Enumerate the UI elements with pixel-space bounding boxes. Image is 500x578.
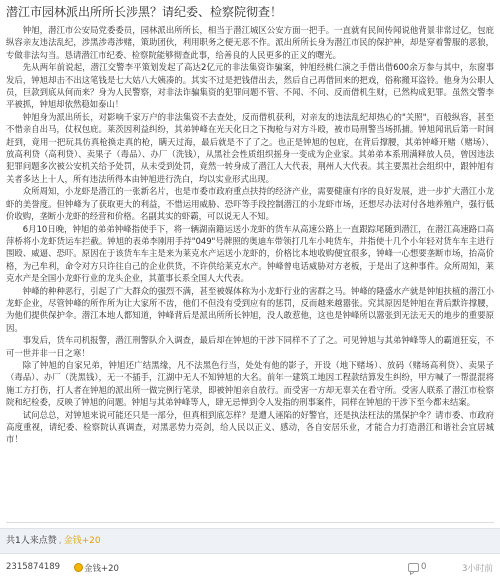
post-paragraph: 钟峰的种种恶行，引起了广大群众的强烈不满，甚至被媒体称为小龙虾行业的害群之马。钟峰的隆盛水产就是钟旭扶植的潜江小龙虾企业，尽管钟峰的所作所为让大家所不齿，他们不但没有受到应有的惩罚，反而越来越嚣张。究其原因是钟旭在背后默许撑腰，为他们提供保护伞。潜江本地人都知道，钟峰背后是派出所所长钟旭，没人敢惹他，这也是钟峰所以嚣张到无法无天的地步的重要原因。 (6, 285, 494, 333)
post-paragraph: 先从两年前说起，潜江交警李平策划发起了高达2亿元的非法集资诈骗案，钟旭经桃仁演之手借出借600余万参与其中，东窗事发后，钟旭却击不出这笔钱是七大姑八大姨凑的。其实不过是把钱借出去，然后自己再借回来的把戏，俗称搬耳盗铃。他身为公职人员，巨款到底从何而来？身为人民警察，对非法诈骗集资的犯罪问题不管、不闻、不问、反而借机生财，已然构成犯罪。虽然交警李平被抓，钟旭却依然稳如泰山！ (6, 62, 494, 110)
reply-count: 0 (421, 562, 427, 572)
reply-icon[interactable] (408, 563, 419, 572)
post-paragraph: 6月10日晚，钟旭的弟弟钟峰指使手下，将一辆湖南籍运送小龙虾的货车从高速公路上一直跟踪尾随到潜江，在潜江高速路口高萍桥将小龙虾货运车拦截。钟旭的表弟李刚用手持"049"号牌照的奥迪车带领打几车小吨货车，并指使十几个小年轻对货车车主进行围殴、威逼、恐吓。原因在于该货车车主是来为莱克水产运送小龙虾的，价格比本地收购便宜很多，钟峰一心想要垄断市场，抬高价格，为己牟利，命令对方只许往自己的企业供货，不许供给莱克水产。钟峰曾电话威胁对方老板，于是出了这种事件。众所周知，莱克水产是全国小龙虾行业的龙头企业，其董事长系全国人大代表。 (6, 223, 494, 284)
gold-reward-text: 金钱+20 (63, 536, 101, 546)
comment-row (0, 560, 500, 576)
gold-label: 金钱 (84, 564, 102, 574)
gold-value: +20 (101, 564, 119, 574)
post-paragraph: 除了钟旭的自家兄弟，钟旭还广结黑缘，凡不法黑色行当，处处有他的影子，开设（地下赌场）、放码（赌场高利贷）、卖果子（毒品）、办厂（洗黑钱），无一不插手，江湖中无人不知钟旭的大名。前年一建筑工地因工程款结算发生纠纷，甲方喊了一帮混混将施工方打伤，打人者在钟旭的派出所一做完例行笔录，即被钟旭亲自放行。而受害一方却无辜关在看守所。受害人联系了潜江市检察院和纪检委，反映了钟旭的问题。钟旭与其弟钟峰等人，肆无忌惮到令人发指的刑事案件，同样在钟旭的干涉下至今都未结案。 (6, 359, 494, 408)
post-paragraph: 钟旭身为派出所长，对影响千家万户的非法集资不去查处，反而借机获利，对亲友的违法乱纪却热心的"关照"，百般纵容，甚至不惜亲自出马，仗权包庇。莱茨因利益纠纷，其弟钟峰在光天化日之下掏枪与对方斗殴，被市局刑警当场抓捕。钟旭闻讯后第一时间赶到，竟用一把玩具仿真枪换走真的枪，瞒天过海，最后就是不了了之。也正是钟旭的包庇，在背后撑腰，其弟钟峰开赌（赌场）、放高利贷（高利贷）、卖果子（毒品）、办厂（洗钱），从黑社会性质组织摇身一变成为企业家。其弟弟本系刑满释放人员，曾因违法犯罪问题多次被公安机关给予处罚，从未受到处罚，竟然一转身成了潜江人大代表，荆州人大代表。其主要黑社会组织中，跟钟旭有关者多达上十人，所有违法所得本由钟旭进行洗白，均以实业形式出现。 (6, 111, 494, 184)
post-paragraph: 钟旭，潜江市公安局党委委员，园林派出所所长，相当于潜江城区公安方面一把手。一直就有民间传闻说他背景非常过亿，包庇纵容亲友违法乱纪，涉黑涉毒涉赌，策助团伙，利用职务之便无恶不作。派出所所长身为潜江市民的保护神，却是穿着警服的恶狼，专做非法勾当。恳请潜江市纪委、检察院能够彻查此事，给善良的人民更多的正义的曙光。 (6, 25, 494, 60)
post-title: 潜江市园林派出所所长涉黑？请纪委、检察院彻查！ (6, 5, 283, 19)
separator: , (58, 536, 62, 546)
post-paragraph: 事发后，货车司机报警，潜江刑警队介入调查，最后却在钟旭的干涉下同样不了了之。可见钟旭与其弟钟峰等人的霸道狂妄，不可一世并非一日之寒！ (6, 335, 494, 358)
post-paragraph: 试问总总，对钟旭来说可能还只是一部分，但真相到底怎样？是遭人诬陷的好警官，还是执法枉法的黑保护伞？请市委、市政府高度重视，请纪委、检察院认真调查，对黑恶势力亮剑，给人民以正义、感动，各自安居乐业，才能合力打造潜江和谐社会宜居城市！ (6, 409, 494, 445)
divider (6, 522, 494, 523)
user-id[interactable]: 2315874189 (6, 562, 61, 572)
comment-summary-bar[interactable] (0, 528, 500, 554)
comment-summary (6, 535, 101, 547)
like-count-text: 共1人来点赞 (6, 536, 57, 546)
post-paragraph: 众所周知，小龙虾是潜江的一张新名片，也是市委市政府重点扶持的经济产业，需要健康有序的良好发展，进一步扩大潜江小龙虾的美誉度。但钟峰为了获取更大的利益，不惜运用威胁、恐吓等手段控制潜江的小龙虾市场，还想尽办法对付各地养殖户，强行低价收购，垄断小龙虾的经营和价格。名副其实的虾霸，可以说无人不知。 (6, 186, 494, 222)
gold-reward (74, 562, 119, 574)
post-time: 3小时前 (462, 564, 493, 574)
coin-icon (74, 563, 83, 572)
post-body (6, 24, 494, 516)
